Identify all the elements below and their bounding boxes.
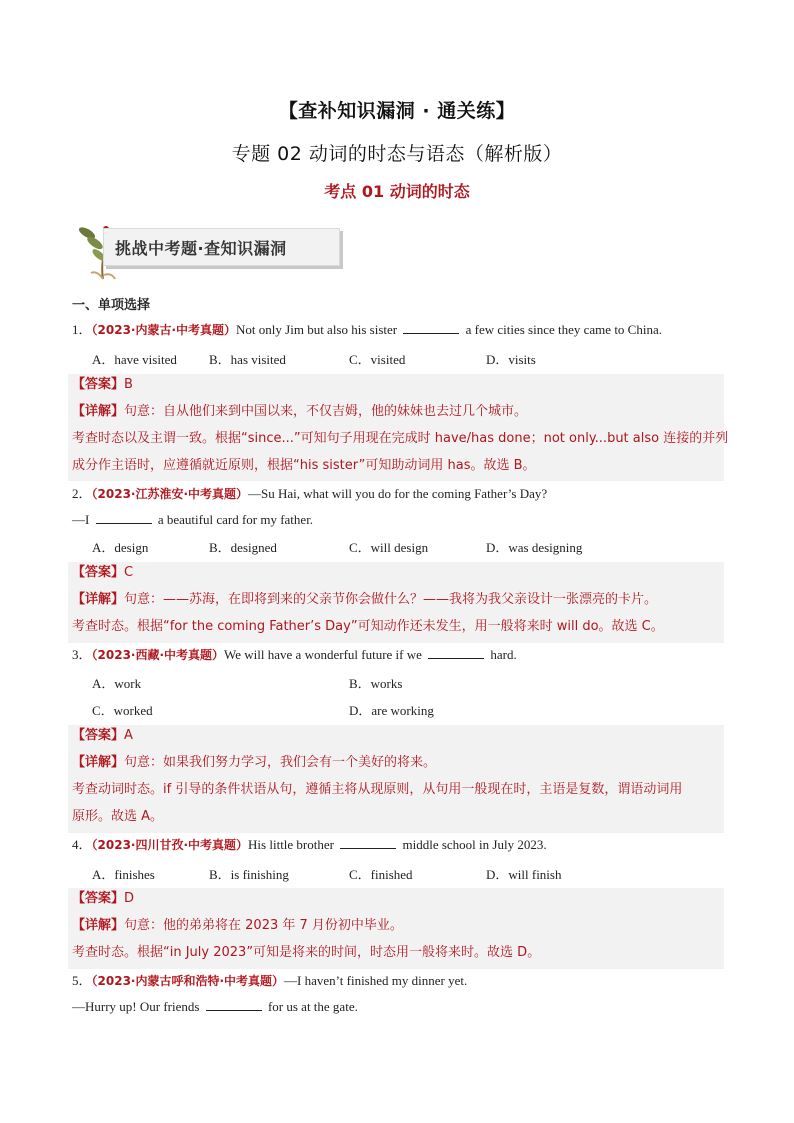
detail-line: 原形。故选 A。 [72, 809, 164, 824]
option-a: A．work [92, 676, 142, 691]
option-c: C．visited [349, 352, 406, 367]
answer-line: 【答案】C [72, 565, 134, 580]
question-source: （2023·内蒙古呼和浩特·中考真题） [91, 974, 285, 988]
option-c: C．worked [92, 703, 153, 718]
detail-line: 【详解】句意：他的弟弟将在 2023 年 7 月份初中毕业。 [72, 918, 403, 933]
answer-line: 【答案】B [72, 377, 133, 392]
detail-line: 考查时态。根据“for the coming Father’s Day”可知动作还未发生，用一般将来时 will do。故选 C。 [72, 619, 664, 634]
option-a: A．design [92, 540, 149, 555]
option-c: C．will design [349, 540, 429, 555]
detail-line: 考查时态。根据“in July 2023”可知是将来的时间，时态用一般将来时。故选 D。 [72, 945, 541, 960]
question-2-reply: —I a beautiful card for my father. [72, 512, 314, 527]
option-b: B．is finishing [209, 867, 289, 882]
kaodian-heading: 考点 01 动词的时态 [324, 182, 470, 201]
option-b: B．designed [209, 540, 277, 555]
answer-blank [206, 999, 262, 1011]
detail-line: 【详解】句意：如果我们努力学习，我们会有一个美好的将来。 [72, 755, 437, 770]
stem-text: a few cities since they came to China. [465, 322, 662, 337]
question-source: （2023·内蒙古·中考真题） [91, 323, 237, 337]
question-3-stem: 3．（2023·西藏·中考真题）We will have a wonderful future if we hard. [72, 647, 517, 662]
detail-line: 考查时态以及主谓一致。根据“since...”可知句子用现在完成时 have/has done；not only...but also 连接的并列 [72, 431, 729, 446]
question-4-stem: 4．（2023·四川甘孜·中考真题）His little brother middle school in July 2023. [72, 837, 547, 852]
option-b: B．works [349, 676, 403, 691]
detail-line: 成分作主语时，应遵循就近原则，根据“his sister”可知助动词用 has。故选 B。 [72, 458, 536, 473]
option-c: C．finished [349, 867, 413, 882]
detail-line: 【详解】句意：——苏海，在即将到来的父亲节你会做什么？——我将为我父亲设计一张漂亮的卡片。 [72, 592, 658, 607]
question-source: （2023·江苏淮安·中考真题） [91, 487, 249, 501]
question-2-stem: 2．（2023·江苏淮安·中考真题）—Su Hai, what will you do for the coming Father’s Day? [72, 486, 548, 501]
stem-text: Not only Jim but also his sister [236, 322, 398, 337]
option-d: D．visits [486, 352, 536, 367]
page-subtitle: 专题 02 动词的时态与语态（解析版） [231, 143, 563, 165]
section-banner [73, 219, 353, 281]
option-a: A．finishes [92, 867, 155, 882]
detail-line: 【详解】句意：自从他们来到中国以来，不仅吉姆，他的妹妹也去过几个城市。 [72, 404, 528, 419]
question-number: 1． [72, 322, 92, 337]
question-1-stem [72, 321, 662, 339]
detail-line: 考查动词时态。if 引导的条件状语从句，遵循主将从现原则，从句用一般现在时，主语是复数，谓语动词用 [72, 782, 683, 797]
option-d: D．was designing [486, 540, 583, 555]
banner-text: 挑战中考题·查知识漏洞 [115, 239, 287, 258]
option-d: D．will finish [486, 867, 562, 882]
answer-line: 【答案】D [72, 891, 135, 906]
answer-line: 【答案】A [72, 728, 133, 743]
answer-blank [96, 512, 152, 524]
question-5-stem: 5．（2023·内蒙古呼和浩特·中考真题）—I haven’t finished my dinner yet. [72, 973, 468, 988]
question-5-reply: —Hurry up! Our friends for us at the gate. [72, 999, 358, 1014]
section-heading: 一、单项选择 [72, 298, 151, 313]
answer-blank [428, 647, 484, 659]
option-a: A．have visited [92, 352, 177, 367]
question-source: （2023·西藏·中考真题） [91, 648, 225, 662]
page-title: 【查补知识漏洞 · 通关练】 [278, 100, 516, 122]
option-d: D．are working [349, 703, 434, 718]
question-source: （2023·四川甘孜·中考真题） [91, 838, 249, 852]
option-b: B．has visited [209, 352, 286, 367]
answer-box [68, 725, 724, 833]
answer-blank [403, 322, 459, 334]
answer-blank [340, 837, 396, 849]
